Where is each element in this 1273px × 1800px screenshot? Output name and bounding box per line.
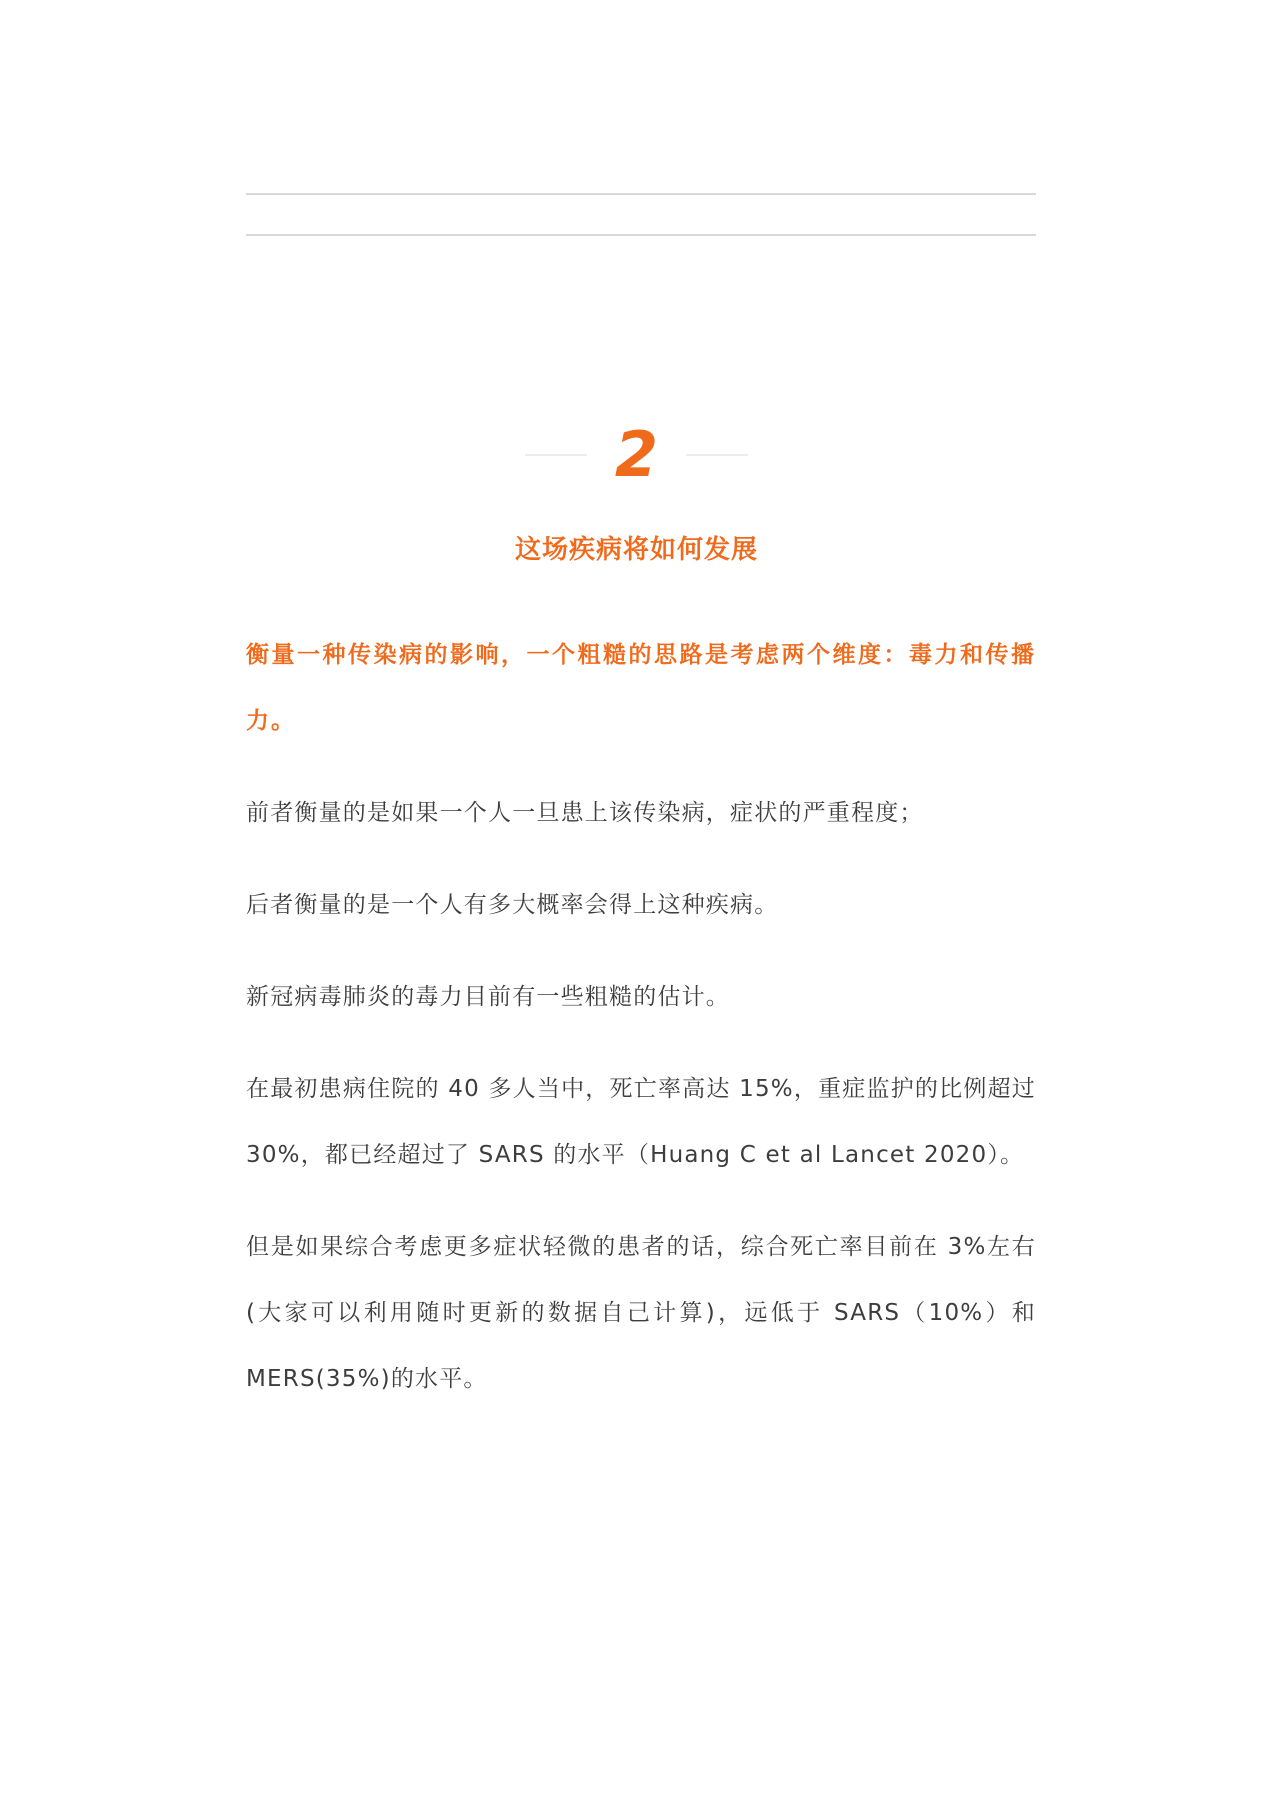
- article-body: [246, 622, 1036, 1412]
- section-number-header: [0, 415, 1273, 495]
- body-paragraph: 在最初患病住院的 40 多人当中，死亡率高达 15%，重症监护的比例超过 30%，都已经超过了 SARS 的水平（Huang C et al Lancet 2020）。: [246, 1076, 1036, 1168]
- body-paragraph: 后者衡量的是一个人有多大概率会得上这种疾病。: [246, 892, 779, 918]
- top-divider: [246, 193, 1036, 195]
- lead-paragraph: 衡量一种传染病的影响，一个粗糙的思路是考虑两个维度：毒力和传播力。: [246, 642, 1036, 734]
- body-paragraph: 但是如果综合考虑更多症状轻微的患者的话，综合死亡率目前在 3%左右(大家可以利用随时更新的数据自己计算)，远低于 SARS（10%）和 MERS(35%)的水平。: [246, 1234, 1036, 1392]
- section-number: 2: [614, 418, 659, 491]
- body-paragraph: 新冠病毒肺炎的毒力目前有一些粗糙的估计。: [246, 984, 730, 1010]
- body-paragraph: 前者衡量的是如果一个人一旦患上该传染病，症状的严重程度；: [246, 800, 924, 826]
- section-title: 这场疾病将如何发展: [514, 535, 758, 565]
- section-number-right-line: [686, 454, 748, 456]
- section-number-left-line: [525, 454, 587, 456]
- second-divider: [246, 234, 1036, 236]
